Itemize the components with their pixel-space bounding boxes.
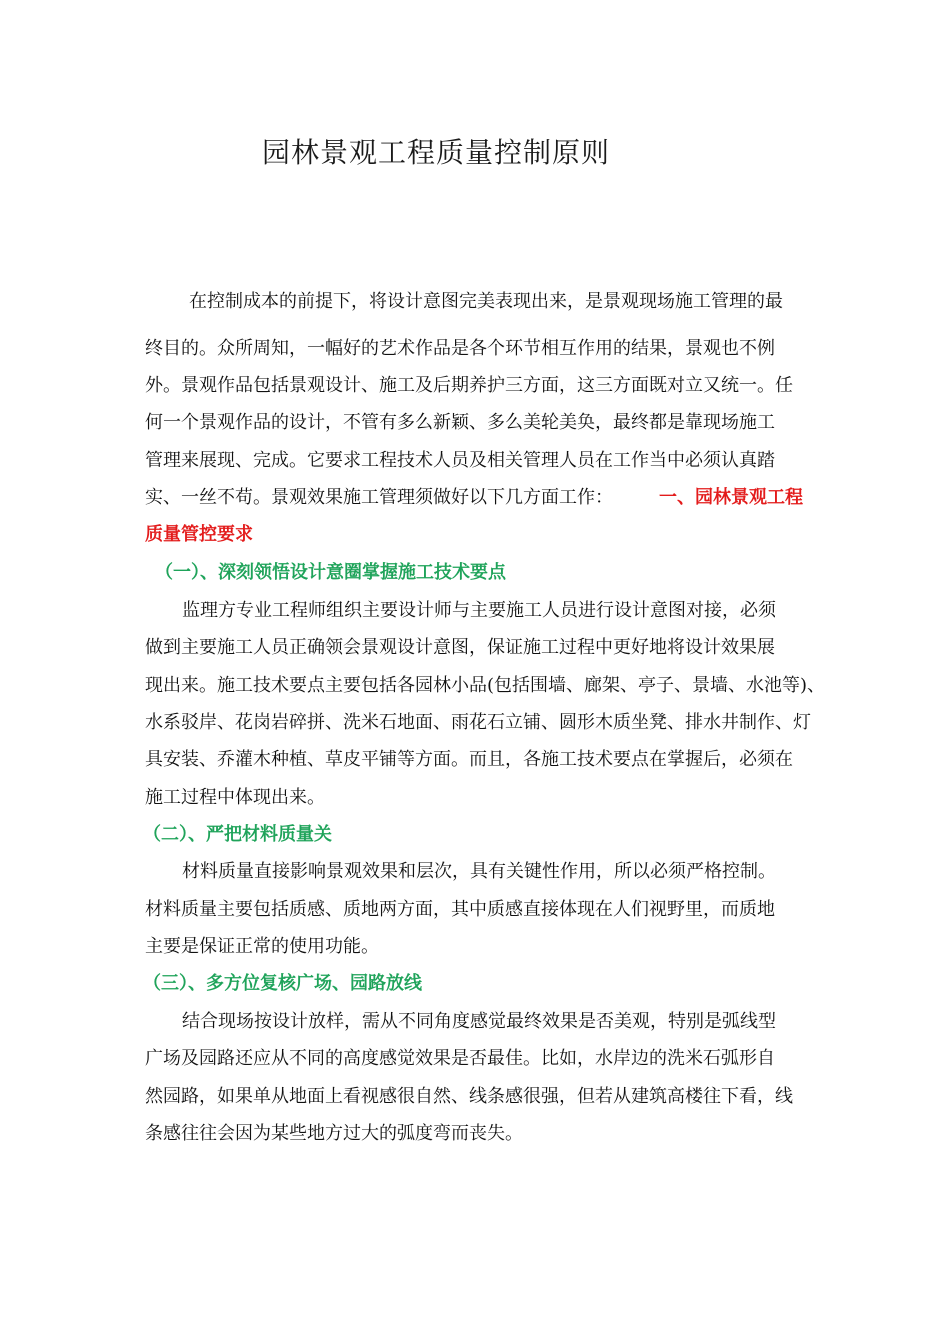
intro-line-4: 何一个景观作品的设计，不管有多么新颖、多么美轮美奂，最终都是靠现场施工	[145, 412, 775, 433]
section-1-line-3: 现出来。施工技术要点主要包括各园林小品(包括围墙、廊架、亭子、景墙、水池等)、	[145, 675, 826, 696]
section-3-line-1: 结合现场按设计放样，需从不同角度感觉最终效果是否美观，特别是弧线型	[182, 1011, 776, 1032]
section-2-line-2: 材料质量主要包括质感、质地两方面，其中质感直接体现在人们视野里，而质地	[145, 899, 775, 920]
intro-line-1: 在控制成本的前提下，将设计意图完美表现出来，是景观现场施工管理的最	[189, 291, 783, 312]
section-3-heading: （三）、多方位复核广场、园路放线	[143, 973, 422, 994]
section-2-heading: （二）、严把材料质量关	[143, 824, 332, 845]
section-1-line-5: 具安装、乔灌木种植、草皮平铺等方面。而且，各施工技术要点在掌握后，必须在	[145, 749, 793, 770]
section-2-line-3: 主要是保证正常的使用功能。	[145, 936, 379, 957]
section-3-line-2: 广场及园路还应从不同的高度感觉效果是否最佳。比如，水岸边的洗米石弧形自	[145, 1048, 775, 1069]
intro-line-6	[145, 485, 815, 511]
section-1-line-4: 水系驳岸、花岗岩碎拼、洗米石地面、雨花石立铺、圆形木质坐凳、排水井制作、灯	[145, 712, 811, 733]
section-3-line-3: 然园路，如果单从地面上看视感很自然、线条感很强，但若从建筑高楼往下看，线	[145, 1086, 793, 1107]
section-2-line-1: 材料质量直接影响景观效果和层次，具有关键性作用，所以必须严格控制。	[182, 861, 776, 882]
intro-line-3: 外。景观作品包括景观设计、施工及后期养护三方面，这三方面既对立又统一。任	[145, 375, 793, 396]
intro-line-6-text: 实、一丝不苟。景观效果施工管理须做好以下几方面工作：	[145, 487, 613, 508]
section-1-line-2: 做到主要施工人员正确领会景观设计意图，保证施工过程中更好地将设计效果展	[145, 637, 775, 658]
section-3-line-4: 条感往往会因为某些地方过大的弧度弯而丧失。	[145, 1123, 523, 1144]
main-heading-part-2: 质量管控要求	[145, 524, 253, 545]
main-heading-part-1: 一、园林景观工程	[659, 487, 803, 508]
intro-line-5: 管理来展现、完成。它要求工程技术人员及相关管理人员在工作当中必须认真踏	[145, 450, 775, 471]
section-1-line-1: 监理方专业工程师组织主要设计师与主要施工人员进行设计意图对接，必须	[182, 600, 776, 621]
section-1-line-6: 施工过程中体现出来。	[145, 787, 325, 808]
document-title: 园林景观工程质量控制原则	[262, 136, 611, 169]
section-1-heading: （一）、深刻领悟设计意圈掌握施工技术要点	[155, 562, 506, 583]
intro-line-2: 终目的。众所周知，一幅好的艺术作品是各个环节相互作用的结果，景观也不例	[145, 338, 775, 359]
